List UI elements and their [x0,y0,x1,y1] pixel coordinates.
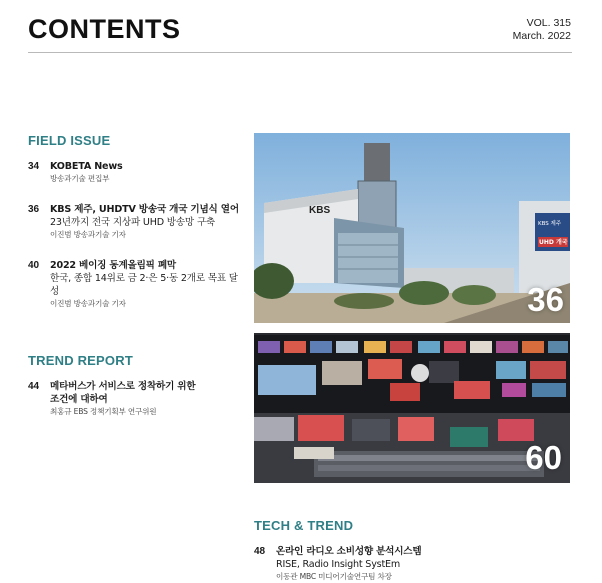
entry-author: 이진범 방송과기술 기자 [50,230,126,239]
entry-author: 최홍규 EBS 정책기획부 연구위원 [50,407,157,416]
entry-subtitle: RISE, Radio Insight SystEm [276,559,401,570]
volume-number: VOL. 315 [526,17,571,29]
header-divider [28,52,572,53]
section-heading-trend-report: TREND REPORT [28,353,133,368]
photo-kbs-jeju-building [254,133,570,323]
entry-author: 방송과기술 편집부 [50,174,110,183]
building-sign-kbs-jeju: KBS 제주 [538,221,562,227]
entry-subtitle: 23년까지 전국 지상파 UHD 방송망 구축 [50,217,215,228]
entry-author: 이진범 방송과기술 기자 [50,299,126,308]
section-heading-field-issue: FIELD ISSUE [28,133,111,148]
building-sign-uhd: UHD 개국 [539,239,568,246]
entry-title: 메타버스가 서비스로 정착하기 위한 [50,381,196,392]
entry-page-number: 48 [254,546,266,557]
entry-author: 이동관 MBC 미디어기술연구팀 차장 [276,572,392,581]
photo-broadcast-control-room [254,333,570,483]
entry-page-number: 44 [28,381,40,392]
section-heading-tech-trend: TECH & TREND [254,518,354,533]
photo-page-number: 60 [525,439,562,476]
entry-title: KOBETA News [50,161,123,172]
photo-page-number: 36 [527,281,564,318]
entry-title: KBS 제주, UHDTV 방송국 개국 기념식 열어 [50,204,239,215]
entry-title: 2022 베이징 동계올림픽 폐막 [50,260,176,271]
entry-page-number: 34 [28,161,40,172]
toc-entry[interactable] [28,380,243,418]
page-title: CONTENTS [28,14,181,44]
issue-date: March. 2022 [512,30,571,42]
entry-page-number: 40 [28,260,40,271]
entry-title: 온라인 라디오 소비성향 분석시스템 [276,546,422,557]
toc-entry[interactable] [28,203,243,241]
entry-page-number: 36 [28,204,40,215]
entry-title-line2: 조건에 대하여 [50,394,108,405]
toc-entry[interactable] [254,545,584,583]
toc-entry[interactable] [28,160,243,185]
issue-info [513,17,571,43]
entry-subtitle: 한국, 종합 14위로 금 2·은 5·동 2개로 목표 달성 [50,273,238,297]
toc-entry[interactable] [28,259,243,310]
building-sign-kbs: KBS [309,205,331,216]
